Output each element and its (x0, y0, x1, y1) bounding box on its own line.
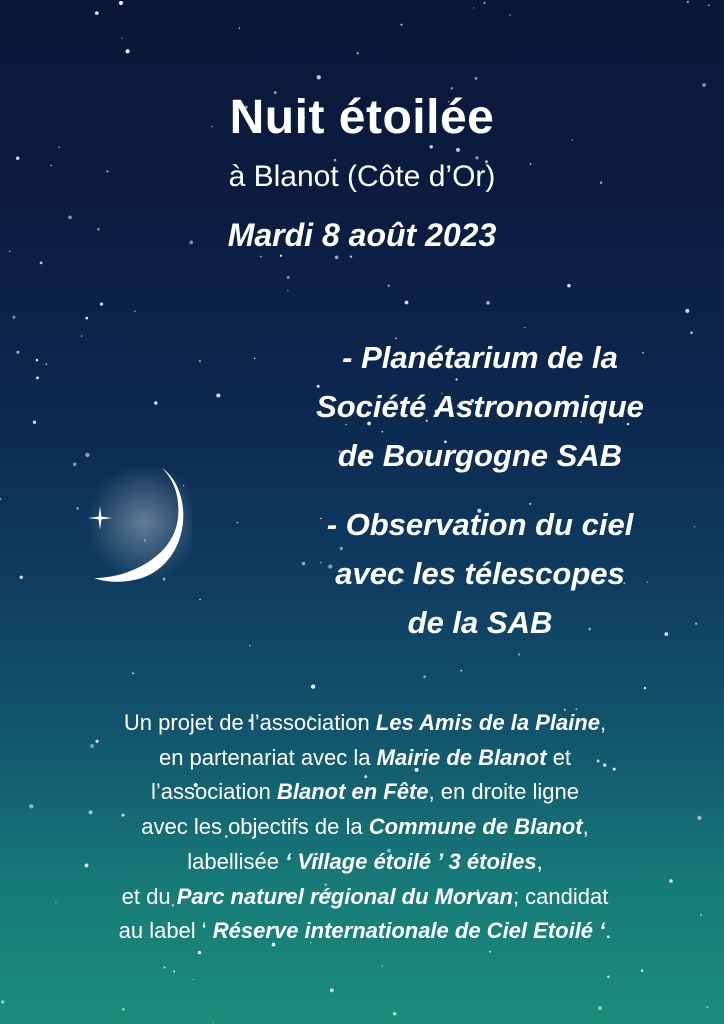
star-dot (393, 1012, 396, 1015)
star-dot (287, 276, 290, 279)
info-emphasis: Commune de Blanot (368, 814, 583, 840)
info-text: , (582, 814, 589, 840)
info-text: et (546, 744, 572, 770)
star-dot (598, 1006, 602, 1010)
star-dot (607, 976, 610, 979)
star-dot (695, 623, 697, 625)
star-dot (685, 309, 689, 313)
star-dot (249, 645, 251, 647)
star-dot (489, 951, 491, 953)
star-dot (311, 684, 315, 688)
program-line: Société Astronomique (316, 389, 644, 424)
program-line: avec les télescopes (335, 556, 625, 591)
info-text: , candidat (512, 883, 609, 909)
star-dot (694, 526, 695, 527)
info-line (30, 706, 700, 741)
star-dot (382, 965, 383, 966)
info-text: , (599, 710, 607, 735)
star-dot (45, 363, 47, 365)
star-dot (95, 11, 99, 15)
info-text: en partenariat avec la (158, 744, 377, 770)
star-dot (163, 966, 165, 968)
star-dot (239, 28, 240, 29)
info-emphasis: Mairie de Blanot (376, 744, 547, 770)
star-dot (567, 284, 570, 287)
star-dot (12, 316, 15, 319)
star-dot (33, 421, 36, 424)
info-paragraph (30, 706, 700, 949)
star-dot (486, 301, 490, 305)
star-dot (100, 302, 103, 305)
info-emphasis: Les Amis de la Plaine (375, 710, 600, 735)
star-dot (460, 670, 462, 672)
star-dot (644, 687, 646, 689)
star-dot (317, 75, 321, 79)
star-dot (330, 988, 334, 992)
star-dot (0, 498, 1, 501)
star-dot (36, 359, 38, 361)
program-line: de Bourgogne SAB (337, 438, 623, 473)
star-dot (199, 599, 201, 601)
star-dot (119, 1, 123, 5)
info-emphasis: Blanot en Fête (276, 779, 429, 805)
info-line (30, 914, 700, 949)
star-dot (687, 1, 689, 3)
info-line (30, 741, 700, 776)
star-dot (357, 52, 359, 54)
star-dot (690, 331, 693, 334)
star-dot (40, 262, 43, 265)
star-dot (524, 327, 525, 328)
star-dot (36, 377, 39, 380)
program-line: de la SAB (407, 605, 553, 640)
star-dot (134, 311, 135, 312)
info-text: et du (121, 883, 177, 909)
star-dot (81, 335, 83, 337)
star-dot (405, 301, 409, 305)
star-dot (86, 317, 89, 320)
star-dot (126, 49, 130, 53)
program-item-observation (270, 500, 690, 647)
star-dot (237, 522, 238, 523)
event-location: à Blanot (Côte d’Or) (228, 160, 496, 193)
star-dot (154, 401, 157, 404)
star-dot (192, 979, 193, 980)
star-dot (475, 77, 478, 80)
star-dot (518, 653, 520, 655)
star-dot (335, 256, 339, 260)
star-dot (706, 1006, 708, 1008)
info-line (30, 810, 700, 845)
program-line: - Observation du ciel (326, 507, 634, 542)
info-text: au label ‘ (118, 918, 213, 944)
star-dot (509, 14, 511, 16)
star-dot (484, 2, 486, 4)
star-dot (260, 256, 262, 258)
event-date: Mardi 8 août 2023 (227, 217, 497, 253)
star-dot (388, 285, 390, 287)
info-emphasis: Parc naturel régional du Morvan (176, 883, 513, 909)
info-text: Un projet de l’association (123, 710, 376, 735)
star-dot (213, 1022, 214, 1023)
info-text: , en droite ligne (428, 779, 579, 805)
star-dot (122, 1008, 125, 1011)
star-dot (73, 462, 77, 466)
info-text: labellisée (187, 848, 286, 874)
star-dot (132, 672, 134, 674)
star-dot (475, 156, 478, 159)
info-text: , (536, 848, 543, 874)
info-text: l’association (151, 779, 277, 805)
star-dot (702, 83, 706, 87)
star-dot (400, 24, 402, 26)
info-line (30, 880, 700, 915)
star-dot (173, 971, 175, 973)
star-dot (216, 393, 220, 397)
star-dot (430, 145, 433, 148)
star-dot (58, 146, 60, 148)
page-title: Nuit étoilée (229, 91, 495, 144)
star-dot (280, 255, 282, 257)
star-dot (85, 453, 89, 457)
star-dot (254, 358, 255, 359)
star-dot (199, 360, 201, 362)
star-dot (20, 576, 23, 579)
star-dot (16, 351, 19, 354)
star-dot (198, 951, 201, 954)
program-line: - Planétarium de la (342, 340, 618, 375)
star-dot (121, 38, 122, 39)
star-dot (1, 1000, 4, 1003)
star-dot (708, 5, 710, 7)
info-line (30, 775, 700, 810)
star-dot (473, 7, 474, 8)
info-text: avec les objectifs de la (141, 814, 369, 840)
program-item-planetarium (270, 333, 690, 480)
star-dot (423, 675, 426, 678)
star-dot (287, 290, 288, 291)
star-dot (641, 969, 643, 971)
star-dot (700, 914, 702, 916)
info-emphasis: Réserve internationale de Ciel Etoilé ‘ (212, 918, 606, 944)
info-emphasis: ‘ Village étoilé ’ 3 étoiles (285, 848, 537, 874)
star-dot (76, 507, 79, 510)
star-dot (350, 255, 352, 257)
star-dot (456, 148, 460, 152)
sparkle-star-icon (88, 506, 112, 530)
info-line (30, 845, 700, 880)
info-text: . (605, 918, 612, 944)
